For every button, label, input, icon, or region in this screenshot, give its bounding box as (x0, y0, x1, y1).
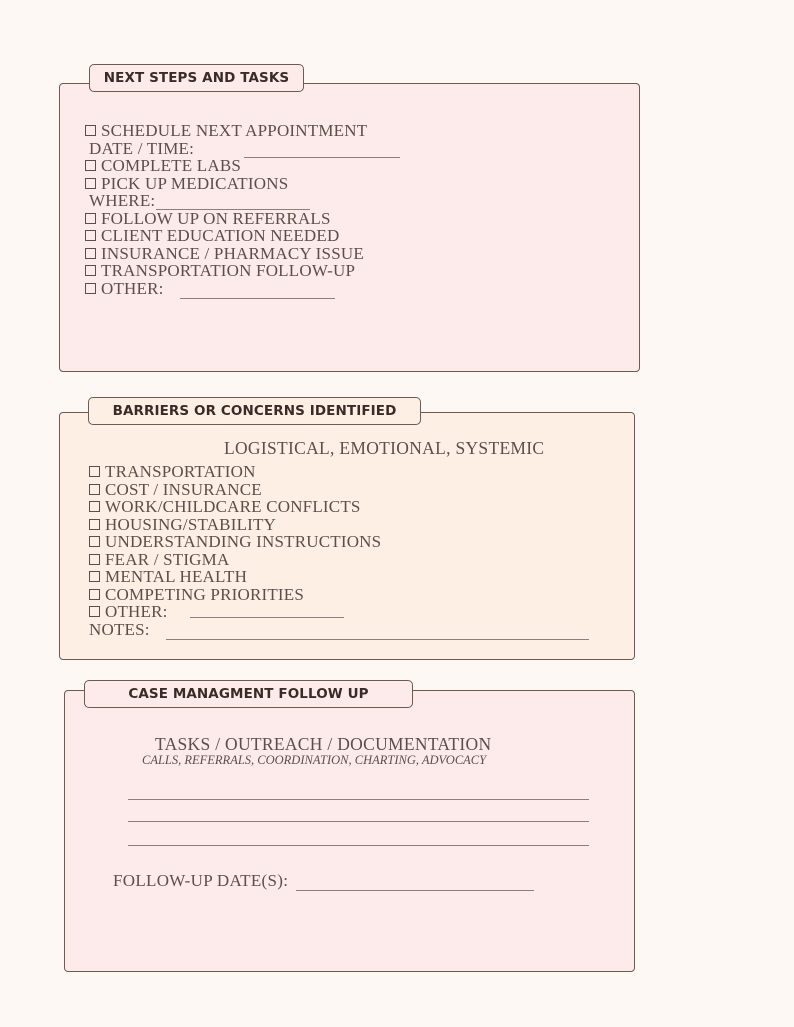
checkbox-icon[interactable] (89, 571, 100, 582)
next-steps-item[interactable]: OTHER: (85, 280, 367, 298)
checkbox-icon[interactable] (89, 536, 100, 547)
barrier-item[interactable]: OTHER: (89, 603, 381, 621)
barriers-list (89, 463, 381, 638)
next-steps-item[interactable]: TRANSPORTATION FOLLOW-UP (85, 262, 367, 280)
next-steps-title: NEXT STEPS AND TASKS (89, 64, 304, 92)
tasks-line[interactable] (128, 799, 589, 800)
checkbox-icon[interactable] (89, 589, 100, 600)
checkbox-icon[interactable] (85, 160, 96, 171)
checkbox-icon[interactable] (89, 466, 100, 477)
date-time-field[interactable] (244, 157, 400, 158)
checkbox-icon[interactable] (89, 606, 100, 617)
barrier-item[interactable]: COMPETING PRIORITIES (89, 586, 381, 604)
barrier-item[interactable]: FEAR / STIGMA (89, 551, 381, 569)
notes-label: NOTES: (89, 619, 150, 639)
checkbox-icon[interactable] (85, 125, 96, 136)
barriers-subtitle: LOGISTICAL, EMOTIONAL, SYSTEMIC (224, 438, 545, 458)
other-field[interactable] (180, 298, 335, 299)
barrier-other-field[interactable] (190, 617, 344, 618)
checkbox-icon[interactable] (85, 213, 96, 224)
checkbox-icon[interactable] (89, 484, 100, 495)
case-management-title: CASE MANAGMENT FOLLOW UP (84, 680, 413, 708)
tasks-heading: TASKS / OUTREACH / DOCUMENTATION (155, 734, 492, 754)
next-steps-item[interactable]: COMPLETE LABS (85, 157, 367, 175)
next-steps-item: DATE / TIME: (89, 138, 195, 158)
barrier-item[interactable]: TRANSPORTATION (89, 463, 381, 481)
checkbox-icon[interactable] (85, 283, 96, 294)
checkbox-icon[interactable] (85, 248, 96, 259)
next-steps-item[interactable]: PICK UP MEDICATIONS (85, 175, 367, 193)
notes-field[interactable] (166, 639, 589, 640)
next-steps-item: WHERE: (89, 191, 156, 210)
tasks-line[interactable] (128, 845, 589, 846)
barrier-item[interactable]: MENTAL HEALTH (89, 568, 381, 586)
checkbox-icon[interactable] (85, 265, 96, 276)
checkbox-icon[interactable] (85, 178, 96, 189)
barriers-title: BARRIERS OR CONCERNS IDENTIFIED (88, 397, 421, 425)
checkbox-icon[interactable] (89, 519, 100, 530)
followup-date-label: FOLLOW-UP DATE(S): (113, 871, 289, 890)
tasks-line[interactable] (128, 821, 589, 822)
next-steps-item[interactable]: FOLLOW UP ON REFERRALS (85, 210, 367, 228)
notes-row (89, 621, 381, 639)
tasks-subheading: CALLS, REFERRALS, COORDINATION, CHARTING, ADVOCACY (142, 753, 487, 767)
next-steps-item[interactable]: INSURANCE / PHARMACY ISSUE (85, 245, 367, 263)
where-field[interactable] (156, 209, 310, 210)
barrier-item[interactable]: COST / INSURANCE (89, 481, 381, 499)
barrier-item[interactable]: WORK/CHILDCARE CONFLICTS (89, 498, 381, 516)
case-management-section (64, 690, 635, 972)
checkbox-icon[interactable] (89, 501, 100, 512)
barrier-item[interactable]: UNDERSTANDING INSTRUCTIONS (89, 533, 381, 551)
followup-date-field[interactable] (296, 890, 534, 891)
barrier-item[interactable]: HOUSING/STABILITY (89, 516, 381, 534)
checkbox-icon[interactable] (85, 230, 96, 241)
next-steps-item[interactable]: SCHEDULE NEXT APPOINTMENT (85, 122, 367, 140)
next-steps-item[interactable]: CLIENT EDUCATION NEEDED (85, 227, 367, 245)
checkbox-icon[interactable] (89, 554, 100, 565)
